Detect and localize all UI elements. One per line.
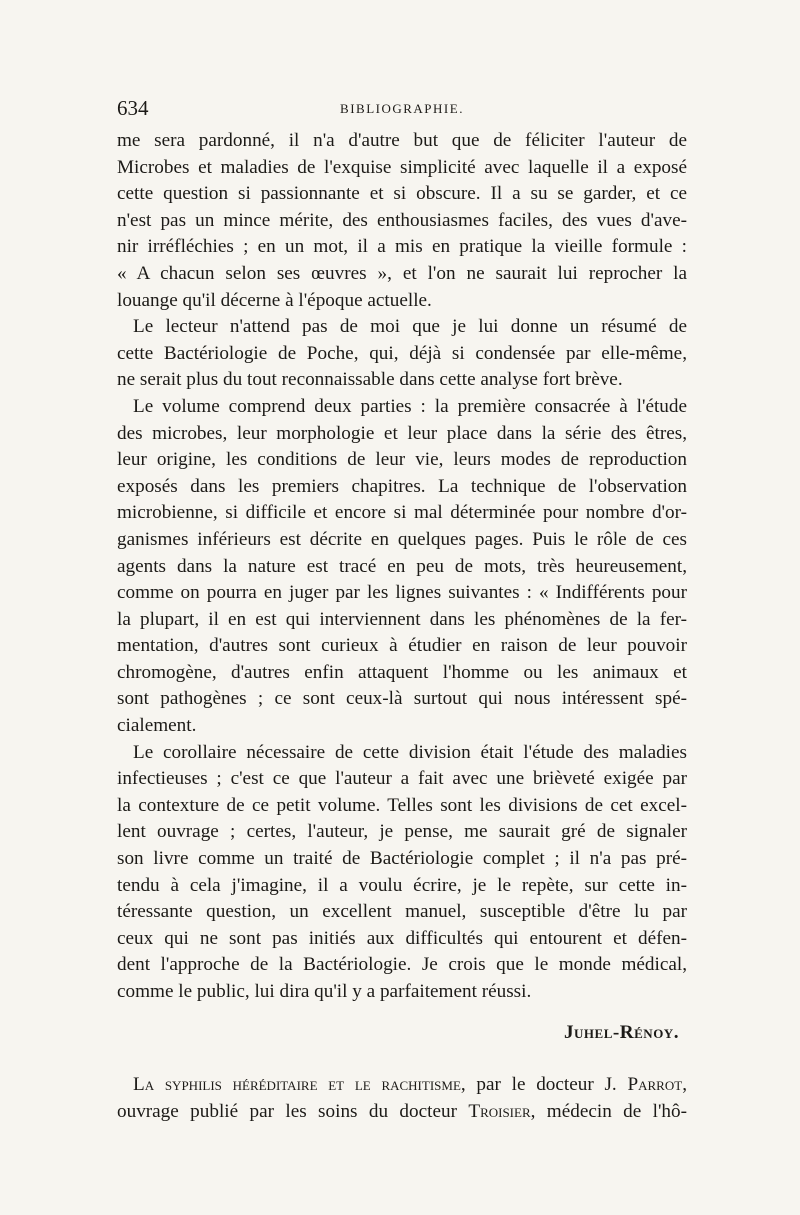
text-line: la plupart, il en est qui interviennent dans les phénomènes de la fer- bbox=[117, 608, 687, 630]
running-title: BIBLIOGRAPHIE. bbox=[340, 101, 464, 116]
text-fragment: , par le docteur J. bbox=[460, 1074, 628, 1096]
text-line: comme le public, lui dira qu'il y a parfaitement réussi. bbox=[117, 981, 532, 1002]
text-line: agents dans la nature est tracé en peu de mots, très heureusement, bbox=[117, 555, 687, 577]
text-line: cette question si passionnante et si obscure. Il a su se garder, et ce bbox=[117, 183, 687, 205]
text-fragment: ouvrage publié par les soins du docteur bbox=[117, 1100, 469, 1122]
review-text bbox=[117, 128, 687, 1125]
text-line: cialement. bbox=[117, 715, 197, 737]
text-line: tendu à cela j'imagine, il a voulu écrire, je le repète, sur cette in- bbox=[117, 874, 687, 896]
text-line: Le corollaire nécessaire de cette division était l'étude des maladies bbox=[133, 741, 687, 763]
author-signature: Juhel-Rénoy. bbox=[563, 1021, 679, 1043]
text-line: exposés dans les premiers chapitres. La technique de l'observation bbox=[117, 475, 687, 497]
text-line: me sera pardonné, il n'a d'autre but que de féliciter l'auteur de bbox=[117, 130, 687, 151]
text-line: cette Bactériologie de Poche, qui, déjà si condensée par elle-même, bbox=[117, 342, 687, 364]
section-gap bbox=[117, 1046, 687, 1072]
text-line: mentation, d'autres sont curieux à étudier en raison de leur pouvoir bbox=[117, 635, 687, 657]
text-line: ganismes inférieurs est décrite en quelques pages. Puis le rôle de ces bbox=[117, 528, 687, 550]
text-line: nir irréfléchies ; en un mot, il a mis en pratique la vieille formule : bbox=[117, 236, 687, 258]
text-line: dent l'approche de la Bactériologie. Je crois que le monde médical, bbox=[117, 954, 687, 976]
text-line: ceux qui ne sont pas initiés aux difficultés qui entourent et défen- bbox=[117, 927, 687, 949]
text-line: des microbes, leur morphologie et leur place dans la série des êtres, bbox=[117, 422, 687, 444]
text-line: son livre comme un traité de Bactériologie complet ; il n'a pas pré- bbox=[117, 848, 687, 870]
text-line: téressante question, un excellent manuel, susceptible d'être lu par bbox=[117, 901, 687, 923]
text-line: microbienne, si difficile et encore si mal déterminée pour nombre d'or- bbox=[117, 502, 687, 524]
text-fragment: , médecin de l'hô- bbox=[530, 1100, 687, 1122]
text-fragment: , bbox=[682, 1074, 687, 1096]
page-header bbox=[117, 96, 687, 126]
text-line: comme on pourra en juger par les lignes suivantes : « Indifférents pour bbox=[117, 582, 687, 604]
text-line: Le lecteur n'attend pas de moi que je lui donne un résumé de bbox=[133, 316, 687, 338]
text-line: Microbes et maladies de l'exquise simplicité avec laquelle il a exposé bbox=[117, 156, 687, 178]
book-title: La syphilis héréditaire et le rachitisme bbox=[133, 1074, 461, 1096]
editor-name: Troisier bbox=[468, 1100, 531, 1122]
text-line: la contexture de ce petit volume. Telles sont les divisions de cet excel- bbox=[117, 794, 687, 816]
text-line: louange qu'il décerne à l'époque actuelle. bbox=[117, 289, 432, 311]
text-line: infectieuses ; c'est ce que l'auteur a fait avec une brièveté exigée par bbox=[117, 768, 687, 790]
text-line: sont pathogènes ; ce sont ceux-là surtout qui nous intéressent spé- bbox=[117, 688, 687, 710]
text-line: ne serait plus du tout reconnaissable dans cette analyse fort brève. bbox=[117, 369, 623, 391]
next-review-line bbox=[117, 1099, 687, 1126]
page-number: 634 bbox=[117, 96, 149, 120]
text-line: Le volume comprend deux parties : la première consacrée à l'étude bbox=[133, 395, 687, 417]
text-line: leur origine, les conditions de leur vie, leurs modes de reproduction bbox=[117, 449, 687, 471]
text-line: « A chacun selon ses œuvres », et l'on ne saurait lui reprocher la bbox=[117, 262, 687, 284]
text-line: lent ouvrage ; certes, l'auteur, je pense, me saurait gré de signaler bbox=[117, 821, 687, 843]
next-review-line bbox=[117, 1072, 687, 1099]
author-name: Parrot bbox=[627, 1074, 683, 1096]
text-line: chromogène, d'autres enfin attaquent l'homme ou les animaux et bbox=[117, 661, 687, 683]
text-line: n'est pas un mince mérite, des enthousiasmes faciles, des vues d'ave- bbox=[117, 209, 687, 231]
